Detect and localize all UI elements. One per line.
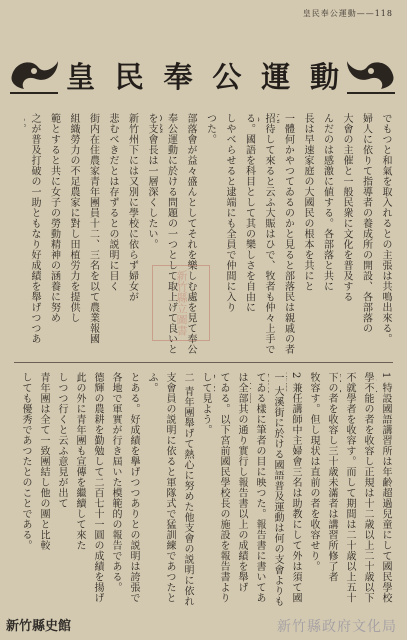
text-column: 下の者を收容し三十歳未滿者は講習所修了者 xyxy=(326,372,337,582)
text-column: 此の外に青年團も宣傳を繼續して來た xyxy=(74,372,85,551)
banner-char-4: 公 xyxy=(212,59,242,94)
text-column: 2 兼任講師中主婦會三名は助教にして外は須て國 xyxy=(290,372,301,604)
text-column: 牧容す。但し現状は直前の者を收容せり。 xyxy=(308,372,319,572)
banner-char-5: 運 xyxy=(261,59,291,94)
banner-char-1: 皇 xyxy=(66,59,96,94)
text-column: でもつと和氣を取入れるとの主張は共鳴出來る。 xyxy=(380,113,391,344)
text-column: 部落會が益々盛んとしてそれを樂しむ處を見て奉公 xyxy=(185,113,196,355)
text-column: とある。好成績を擧げつつありとの説明は誇張で xyxy=(128,372,139,603)
running-head: 皇民奉公運動——118 xyxy=(302,9,393,18)
text-column: を支會長は一層深くしたい。 xyxy=(146,113,157,250)
text-column: 1 特設國語講習所は年齢超過兒童にして國民學校 xyxy=(380,372,391,604)
text-column: つた。 xyxy=(204,113,216,145)
library-mark: 新竹縣史館 xyxy=(6,619,72,634)
text-column: 大會の主催と一般民衆に文化を普及する xyxy=(341,113,352,302)
text-column: 長は早速家庭の大國民の根本を共にと xyxy=(302,113,313,292)
banner-char-6: 動 xyxy=(309,59,339,94)
text-column: 之が普及打破の一助ともなり好成績を舉げつつあ xyxy=(29,113,40,344)
dragon-ornament-right-icon xyxy=(343,53,399,97)
text-column: しつつ行くと云ふ意見が出て xyxy=(56,372,67,509)
text-column: てゐる樣に筆者の目に映つた。報告書に書いてあ xyxy=(254,372,265,603)
text-column: は全部其の通り實行し報告書以上の成績を舉げ xyxy=(236,372,247,593)
text-column: しやべらせると逮端にも全員で仲間に入り xyxy=(224,113,235,313)
text-column: る。國語を科目として其の樂しさを自由に xyxy=(243,113,255,313)
text-column: 二 青年團舉げて熱心に努めた他支會の説明に依れ xyxy=(182,372,193,607)
text-column: して見よう。 xyxy=(200,372,211,435)
text-column: てゐる。以下宮前國民學校長の施設を報告書より xyxy=(218,372,229,603)
text-column: 德輝の農耕を勤勉して二百七十一圓の成績を揚げ xyxy=(92,372,103,603)
title-banner xyxy=(6,50,399,100)
text-column: 招待して來ると云ふ大賑はひで、牧者も仲々上手で xyxy=(263,113,274,355)
dragon-ornament-left-icon xyxy=(6,53,62,97)
text-column: 各地で軍實が行き屆いた模範的の報告である。 xyxy=(110,372,121,593)
text-column: 奉公運動に於ける問題の一つとして取上げて良いと xyxy=(165,113,177,355)
text-column: 範とすると共に女子の勞動精神の涵養に努め xyxy=(48,113,60,323)
text-column: 街内在住農家青年團員十二、三名を以て農業報國 xyxy=(87,113,99,344)
text-column: 支會員の説明に依ると軍隊式で猛訓練であつたと xyxy=(164,372,175,603)
text-column: しても優秀であつたとのことである。 xyxy=(20,372,31,551)
text-column: んだのは感激に値する。各部落と共に xyxy=(321,113,333,292)
text-column: 婦人に依りて指導者の養成所の開設、各部落の xyxy=(360,113,372,334)
text-column: 新竹州下には又別に學校に依らず婦女が xyxy=(126,113,138,302)
text-column: 悲むべきだとは存ずるとの説明に目く xyxy=(107,113,118,292)
text-column: 一 大溪街に於ける國語普及運動は何の支會よりも xyxy=(272,372,283,607)
text-column: 組織勞力の不足農家に對し田植労力を提供し xyxy=(68,113,79,323)
text-column: 學不能の者を收容し正規は十二歳以上二十歳以下 xyxy=(362,372,373,603)
section-divider xyxy=(14,362,393,363)
text-column: 不就學者を收容す。而して期間は二十歳以上五十 xyxy=(344,372,355,603)
banner-char-2: 民 xyxy=(114,59,144,94)
banner-char-3: 奉 xyxy=(163,59,193,94)
text-column: 青年團は全て一致團結し他の團と比較 xyxy=(38,372,49,551)
library-stamp: 新竹縣立圖書 xyxy=(152,265,210,341)
text-column: 一體何かやつてゐるのかと見ると部落民は親戚の者 xyxy=(282,113,294,355)
banner-title xyxy=(66,50,339,100)
watermark: 新竹縣政府文化局 xyxy=(277,619,397,635)
text-column: ふ。 xyxy=(146,372,157,393)
lower-text-block xyxy=(14,372,393,612)
